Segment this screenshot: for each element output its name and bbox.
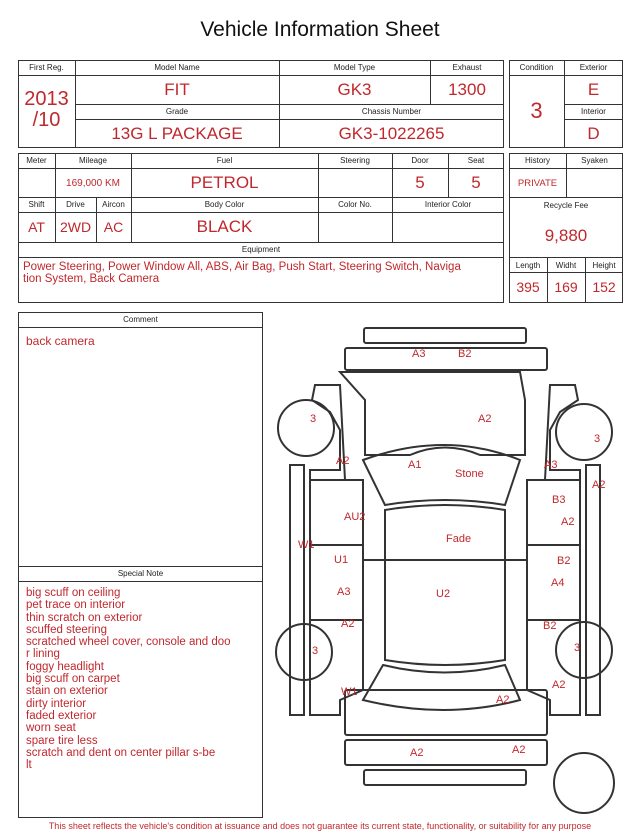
damage-mark: Stone: [455, 468, 484, 480]
damage-mark: A1: [408, 459, 422, 471]
recycle-fee-label: Recycle Fee: [543, 201, 589, 210]
model-type-value: GK3: [337, 80, 372, 99]
history-label: History: [525, 156, 550, 165]
grade-label: Grade: [165, 107, 189, 116]
tailgate-outline: [345, 690, 547, 735]
special-note-item: scratched wheel cover, console and doo: [26, 636, 231, 649]
damage-mark: B2: [557, 555, 571, 567]
front-grille-outline: [345, 348, 547, 370]
damage-mark: A2: [552, 679, 566, 691]
width-label: Widht: [555, 261, 577, 270]
left-rear-fender-outline: [310, 620, 363, 715]
roof-outline: [385, 505, 505, 665]
car-damage-diagram: [270, 318, 630, 818]
front-left-wheel: [278, 400, 334, 456]
syaken-label: Syaken: [581, 156, 608, 165]
special-note-item: big scuff on ceiling: [26, 587, 121, 599]
damage-mark: W1: [298, 539, 315, 551]
damage-mark: A2: [336, 455, 350, 467]
chassis-label: Chassis Number: [361, 107, 422, 116]
body-color-label: Body Color: [204, 200, 245, 209]
right-front-door-outline: [527, 480, 580, 545]
width-value: 169: [554, 279, 578, 295]
damage-mark: Fade: [446, 533, 472, 545]
door-value: 5: [415, 173, 425, 192]
first-reg-year: 2013: [24, 88, 69, 110]
mileage-label: Mileage: [78, 156, 107, 165]
exhaust-label: Exhaust: [452, 63, 482, 72]
height-value: 152: [592, 279, 616, 295]
special-notes-list: [26, 587, 231, 771]
special-note-item: spare tire less: [26, 734, 98, 747]
first-reg-label: First Reg.: [29, 63, 64, 72]
interior-color-label: Interior Color: [424, 200, 472, 209]
seat-value: 5: [471, 173, 481, 192]
rear-right-wheel: [556, 622, 612, 678]
model-name-value: FIT: [164, 80, 190, 99]
special-note-item: big scuff on carpet: [26, 673, 120, 686]
comment-label: Comment: [123, 315, 158, 324]
damage-mark: AU2: [344, 511, 366, 523]
right-rear-fender-outline: [527, 620, 580, 715]
shift-label: Shift: [28, 200, 45, 209]
special-note-item: foggy headlight: [26, 660, 105, 673]
damage-mark: B3: [552, 494, 566, 506]
drive-label: Drive: [66, 200, 85, 209]
exterior-value: E: [587, 80, 600, 99]
interior-label: Interior: [581, 107, 606, 116]
special-note-item: r lining: [26, 648, 60, 661]
comment-text: back camera: [26, 334, 95, 348]
damage-mark: A2: [561, 516, 575, 528]
front-right-wheel: [556, 404, 612, 460]
length-label: Length: [515, 261, 541, 270]
damage-mark: A3: [412, 348, 426, 360]
damage-mark: A4: [551, 577, 565, 589]
sheet-title: Vehicle Information Sheet: [200, 18, 440, 41]
damage-mark: A2: [512, 744, 526, 756]
history-value: PRIVATE: [517, 178, 558, 189]
special-note-item: stain on exterior: [26, 685, 108, 698]
disclaimer-footer: This sheet reflects the vehicle's condition at issuance and does not guarantee its current state, functionality, or suitability for any purpose: [48, 821, 592, 831]
special-note-item: faded exterior: [26, 709, 97, 722]
model-type-label: Model Type: [333, 63, 376, 72]
damage-mark: 3: [574, 642, 581, 654]
equipment-line-2: tion System, Back Camera: [23, 273, 160, 285]
door-label: Door: [411, 156, 429, 165]
exterior-label: Exterior: [579, 63, 608, 72]
steering-label: Steering: [340, 156, 370, 165]
damage-mark: U1: [334, 554, 349, 566]
front-bumper-outline: [364, 328, 526, 343]
damage-mark: A2: [478, 413, 492, 425]
damage-mark: B2: [458, 348, 472, 360]
damage-mark: U2: [436, 588, 451, 600]
first-reg-month: /10: [32, 109, 61, 131]
damage-mark: A2: [496, 694, 510, 706]
special-note-item: scuffed steering: [26, 623, 107, 636]
special-note-item: worn seat: [26, 722, 76, 735]
recycle-fee-value: 9,880: [544, 226, 588, 245]
height-label: Height: [592, 261, 616, 270]
special-note-item: scratch and dent on center pillar s-be: [26, 746, 216, 759]
damage-mark: A3: [544, 459, 558, 471]
damage-mark: 3: [310, 413, 317, 425]
special-note-item: pet trace on interior: [26, 599, 126, 612]
interior-value: D: [587, 124, 600, 143]
mileage-value: 169,000 KM: [66, 178, 120, 189]
hood-outline: [340, 372, 525, 455]
damage-mark: A2: [592, 479, 606, 491]
damage-mark: 3: [594, 433, 601, 445]
damage-mark: A2: [341, 618, 355, 630]
special-note-item: lt: [26, 759, 32, 772]
damage-mark: B2: [543, 620, 557, 632]
special-note-item: thin scratch on exterior: [26, 611, 143, 624]
damage-mark: A2: [410, 747, 424, 759]
seat-label: Seat: [467, 156, 485, 165]
fuel-value: PETROL: [190, 173, 259, 192]
equipment-label: Equipment: [241, 245, 281, 254]
special-note-label: Special Note: [117, 569, 164, 578]
color-no-label: Color No.: [338, 200, 372, 209]
damage-mark: 3: [312, 645, 319, 657]
spare-wheel: [554, 753, 614, 813]
model-name-label: Model Name: [154, 63, 200, 72]
damage-mark: A3: [337, 586, 351, 598]
condition-value: 3: [530, 98, 543, 123]
body-color-value: BLACK: [196, 217, 253, 236]
special-note-item: dirty interior: [26, 697, 87, 710]
chassis-value: GK3-1022265: [338, 124, 445, 143]
shift-value: AT: [28, 219, 45, 235]
exhaust-value: 1300: [448, 80, 486, 99]
fuel-label: Fuel: [216, 156, 233, 165]
length-value: 395: [516, 279, 540, 295]
aircon-value: AC: [103, 219, 124, 235]
grade-value: 13G L PACKAGE: [111, 124, 243, 143]
meter-label: Meter: [26, 156, 47, 165]
damage-mark: W1: [341, 686, 358, 698]
condition-label: Condition: [519, 63, 554, 72]
rear-bumper-lower-outline: [364, 770, 526, 785]
aircon-label: Aircon: [102, 200, 125, 209]
drive-value: 2WD: [59, 219, 92, 235]
equipment-line-1: Power Steering, Power Window All, ABS, Air Bag, Push Start, Steering Switch, Naviga: [23, 261, 461, 273]
